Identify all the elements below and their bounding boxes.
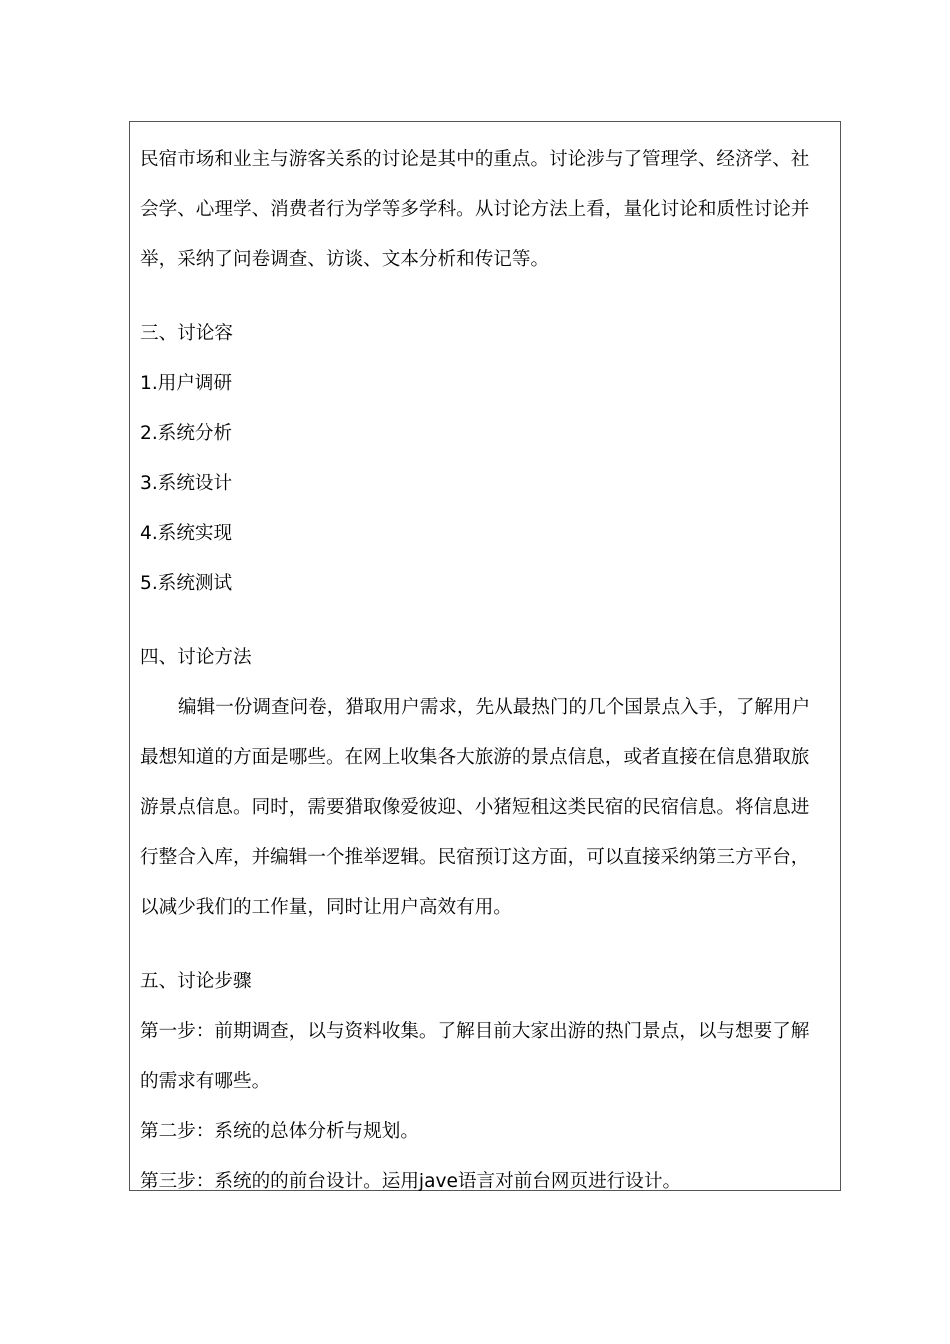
section-heading: 五、讨论步骤 [140, 971, 252, 992]
step-line: 第二步：系统的总体分析与规划。 [140, 1121, 419, 1142]
list-item: 2.系统分析 [140, 423, 233, 444]
paragraph-line: 最想知道的方面是哪些。在网上收集各大旅游的景点信息，或者直接在信息猎取旅 [140, 747, 810, 768]
intro-line: 举，采纳了问卷调查、访谈、文本分析和传记等。 [140, 249, 550, 270]
document-table-cell [129, 121, 841, 1191]
paragraph-gap [140, 285, 836, 309]
list-item: 5.系统测试 [140, 573, 233, 594]
paragraph-line: 行整合入库，并编辑一个推举逻辑。民宿预订这方面，可以直接采纳第三方平台， [140, 847, 810, 868]
paragraph-line: 以减少我们的工作量，同时让用户高效有用。 [140, 897, 512, 918]
paragraph-line: 编辑一份调查问卷，猎取用户需求，先从最热门的几个国景点入手，了解用户 [178, 697, 811, 718]
section-heading: 三、讨论容 [140, 323, 233, 344]
list-item: 3.系统设计 [140, 473, 233, 494]
step-line: 的需求有哪些。 [140, 1071, 271, 1092]
document-content [140, 135, 836, 1207]
section-heading: 四、讨论方法 [140, 647, 252, 668]
step-line: 第一步：前期调查，以与资料收集。了解目前大家出游的热门景点，以与想要了解 [140, 1021, 810, 1042]
paragraph-line: 游景点信息。同时，需要猎取像爱彼迎、小猪短租这类民宿的民宿信息。将信息进 [140, 797, 810, 818]
paragraph-gap [140, 933, 836, 957]
list-item: 4.系统实现 [140, 523, 233, 544]
list-item: 1.用户调研 [140, 373, 233, 394]
paragraph-gap [140, 609, 836, 633]
step-line: 第三步：系统的的前台设计。运用jave语言对前台网页进行设计。 [140, 1171, 682, 1192]
intro-line: 会学、心理学、消费者行为学等多学科。从讨论方法上看，量化讨论和质性讨论并 [140, 199, 810, 220]
intro-line: 民宿市场和业主与游客关系的讨论是其中的重点。讨论涉与了管理学、经济学、社 [140, 149, 810, 170]
